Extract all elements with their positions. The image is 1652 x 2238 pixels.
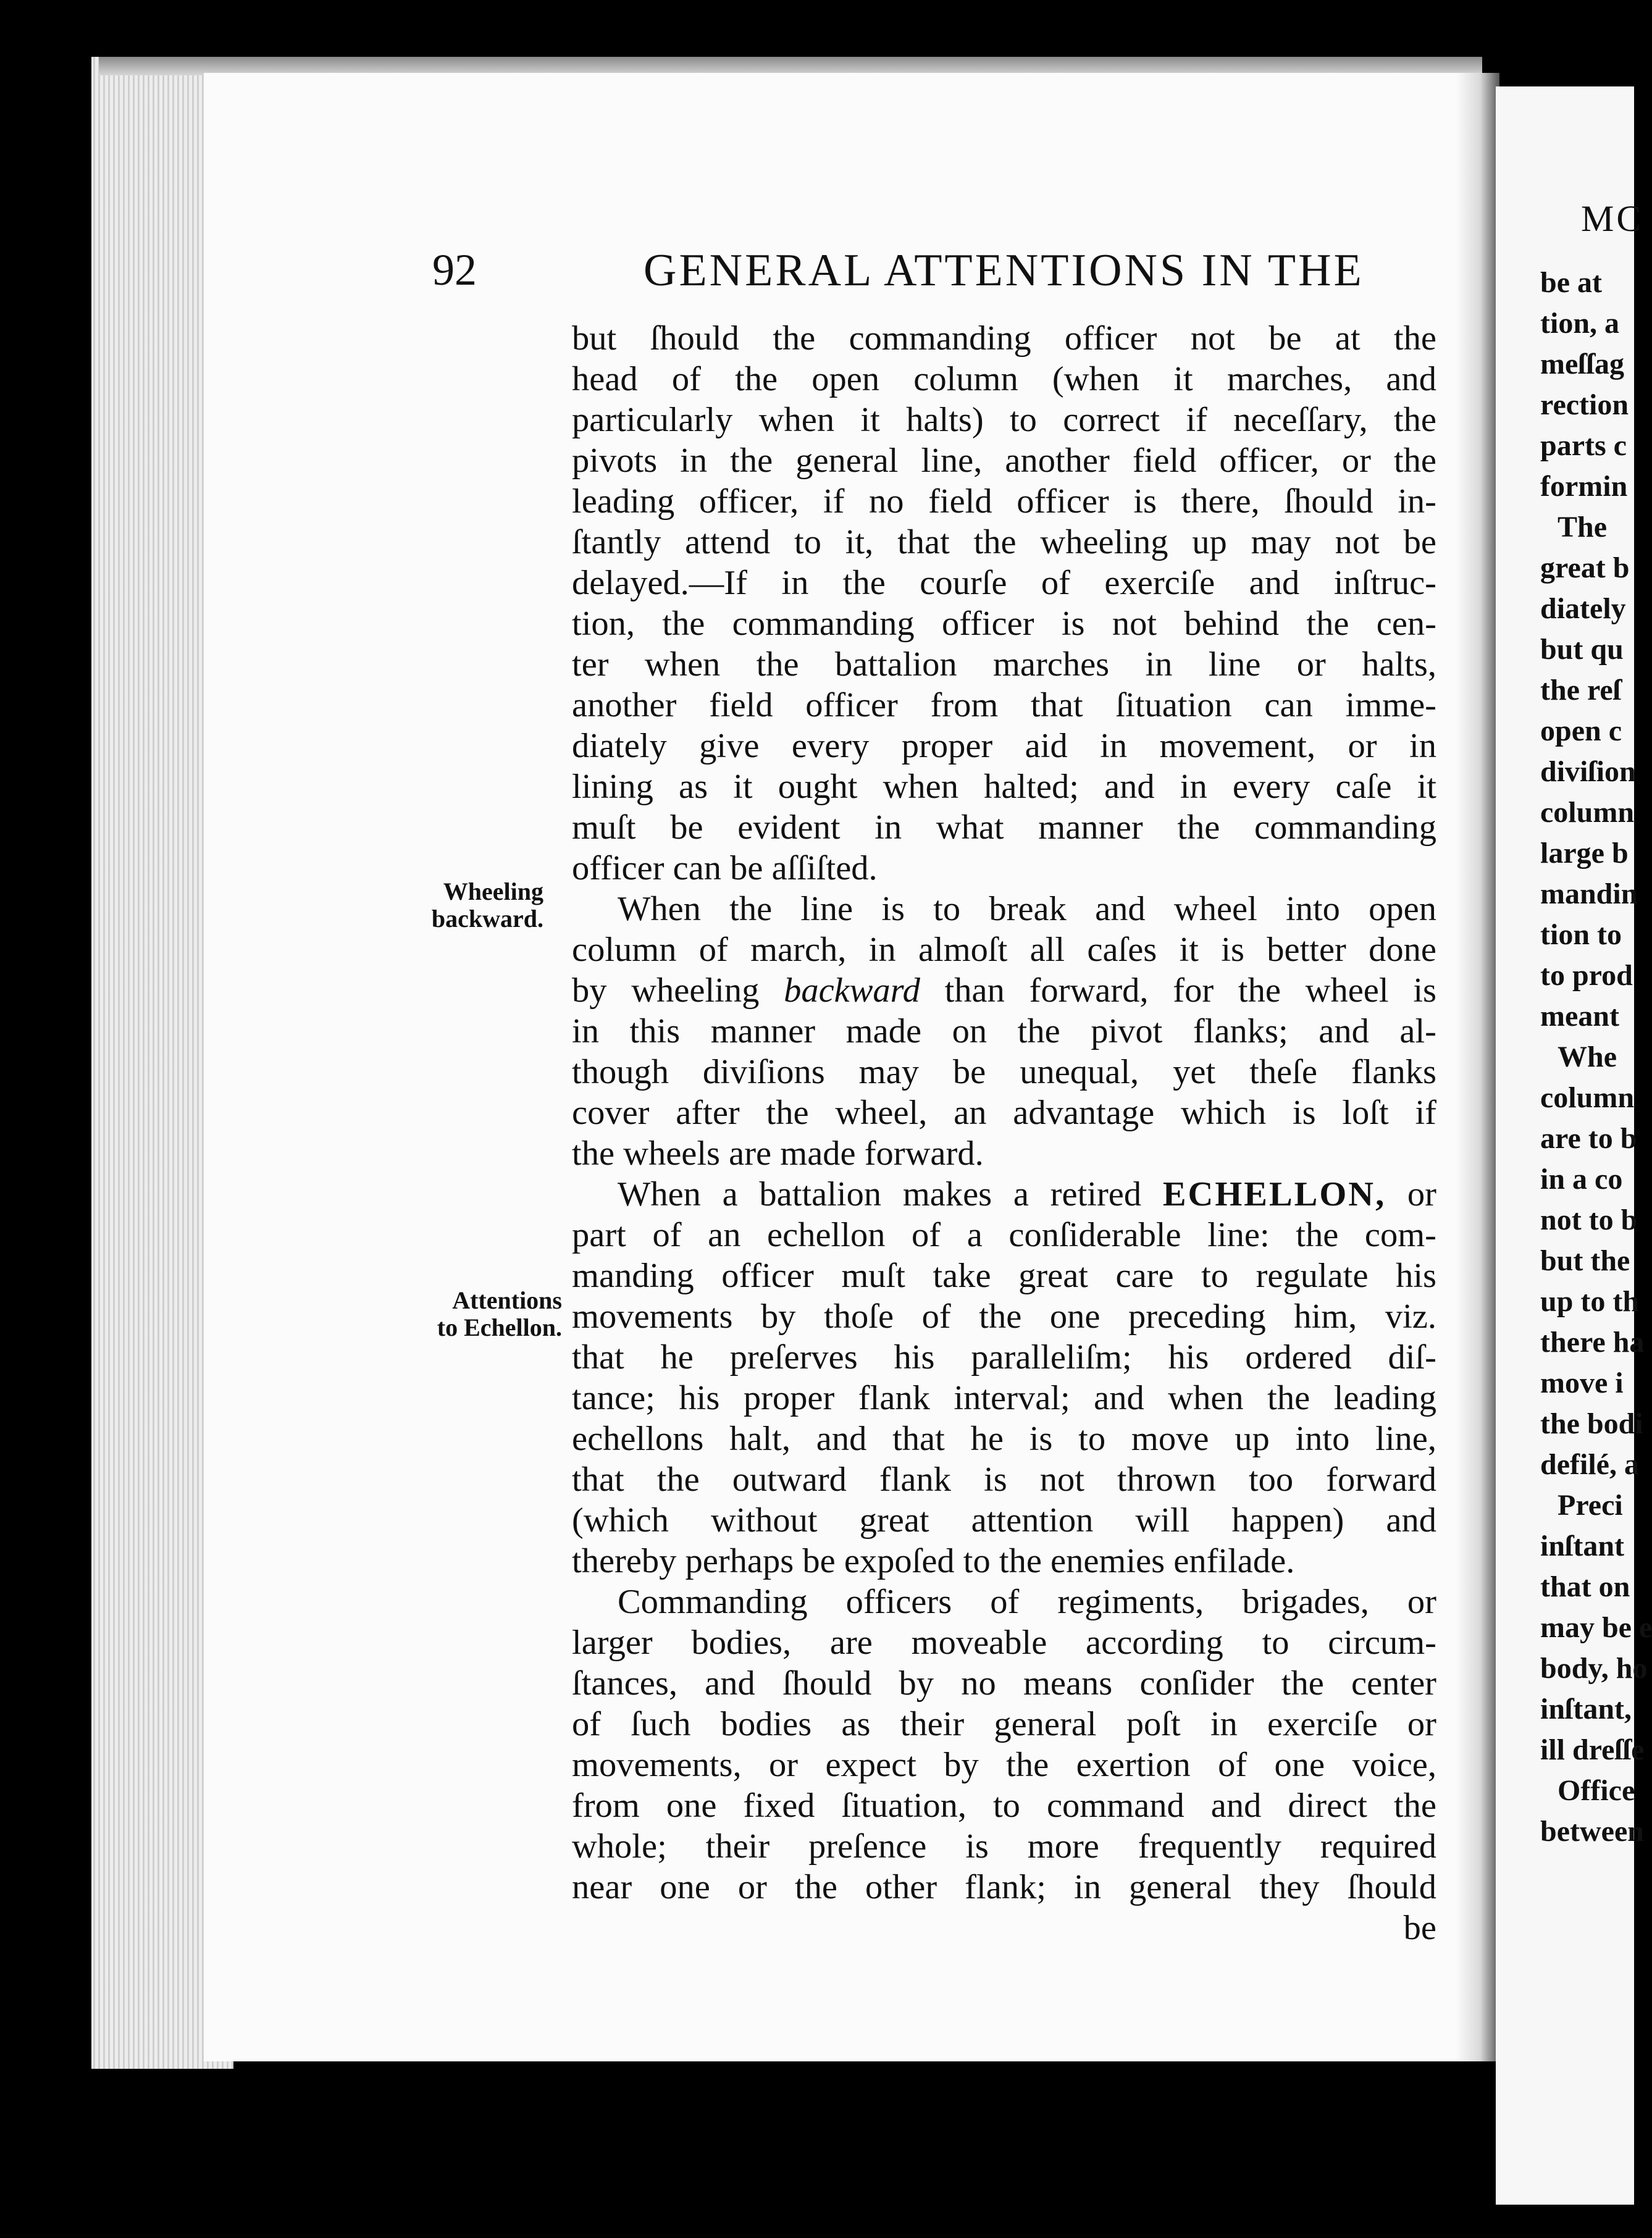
right-text-line: column xyxy=(1540,1081,1635,1114)
right-running-head: MC xyxy=(1581,198,1644,239)
text-line-with-italic xyxy=(572,971,1436,1011)
text-line: the wheels are made forward. xyxy=(572,1134,984,1173)
right-text-line: parts c xyxy=(1540,429,1627,462)
right-text-line: between xyxy=(1540,1815,1644,1848)
text-line: Commanding officers of regiments, brigades, or xyxy=(618,1583,1436,1621)
text-line: column of march, in almoſt all caſes it is better done xyxy=(572,931,1436,969)
text-line: ſtances, and ſhould by no means conſider the center xyxy=(572,1664,1436,1703)
margin-note-line: Attentions xyxy=(452,1286,562,1314)
right-text-line: are to b xyxy=(1540,1122,1637,1155)
text-line: lining as it ought when halted; and in every caſe it xyxy=(572,768,1436,806)
text-line: in this manner made on the pivot flanks; and al- xyxy=(572,1012,1436,1050)
text-line: cover after the wheel, an advantage which is loſt if xyxy=(572,1094,1436,1132)
margin-note-line: Wheeling xyxy=(443,878,543,905)
text-line: ſtantly attend to it, that the wheeling up may not be xyxy=(572,523,1436,561)
text-line: manding officer muſt take great care to regulate his xyxy=(572,1257,1436,1295)
right-text-line: Preci xyxy=(1558,1489,1623,1522)
right-text-line: may be e xyxy=(1540,1611,1652,1644)
text-line: muſt be evident in what manner the commanding xyxy=(572,808,1436,847)
text-line: from one fixed ſituation, to command and direct the xyxy=(572,1787,1436,1825)
text-line: thereby perhaps be expoſed to the enemies enfilade. xyxy=(572,1542,1295,1580)
right-text-line: Office xyxy=(1558,1774,1635,1807)
text-line: (which without great attention will happen) and xyxy=(572,1501,1436,1540)
text-line: larger bodies, are moveable according to circum- xyxy=(572,1624,1436,1662)
running-head: GENERAL ATTENTIONS IN THE xyxy=(644,245,1364,296)
margin-note-line: to Echellon. xyxy=(437,1314,562,1341)
text-line: whole; their preſence is more frequently required xyxy=(572,1827,1436,1866)
text-line-with-smallcaps xyxy=(618,1175,1436,1215)
margin-note-wheeling xyxy=(395,878,543,932)
right-text-line: The xyxy=(1558,511,1608,543)
text-span: or xyxy=(1407,1175,1436,1213)
text-line: another field officer from that ſituation can imme- xyxy=(572,686,1436,724)
smallcaps-word: ECHELLON, xyxy=(1162,1175,1386,1213)
right-text-line: but qu xyxy=(1540,633,1624,666)
text-line: head of the open column (when it marches, and xyxy=(572,360,1436,398)
right-text-line: move i xyxy=(1540,1367,1624,1399)
right-text-line: inſtant, xyxy=(1540,1693,1632,1725)
right-text-line: mandin xyxy=(1540,878,1638,910)
text-line: officer can be aſſiſted. xyxy=(572,849,878,887)
text-line: ter when the battalion marches in line or halts, xyxy=(572,645,1436,684)
text-line: that he preſerves his paralleliſm; his ordered diſ- xyxy=(572,1338,1436,1377)
text-line: diately give every proper aid in movement, or in xyxy=(572,727,1436,765)
right-text-line: large b xyxy=(1540,837,1629,870)
right-text-line: that on xyxy=(1540,1570,1630,1603)
catchword: be xyxy=(1403,1909,1436,1947)
text-line: When the line is to break and wheel into open xyxy=(618,890,1436,928)
margin-note-echellon xyxy=(395,1287,562,1341)
text-line: that the outward flank is not thrown too forward xyxy=(572,1461,1436,1499)
right-text-line: formin xyxy=(1540,470,1628,503)
right-text-line: open c xyxy=(1540,715,1622,747)
right-text-line: tion to xyxy=(1540,918,1622,951)
right-text-line: the bodi xyxy=(1540,1407,1643,1440)
right-text-line: rection xyxy=(1540,388,1629,421)
right-text-line: defilé, a xyxy=(1540,1448,1639,1481)
right-text-line: body, ho xyxy=(1540,1652,1648,1685)
right-text-line: diviſion xyxy=(1540,755,1636,788)
right-text-line: not to b xyxy=(1540,1204,1638,1236)
right-text-line: Whe xyxy=(1558,1041,1617,1073)
text-line: of ſuch bodies as their general poſt in exerciſe or xyxy=(572,1705,1436,1743)
right-text-line: meant xyxy=(1540,1000,1619,1033)
right-text-line: great b xyxy=(1540,551,1630,584)
text-span: by wheeling xyxy=(572,971,760,1010)
text-line: tion, the commanding officer is not behind the cen- xyxy=(572,605,1436,643)
right-text-line: meſſag xyxy=(1540,348,1624,380)
right-text-line: in a co xyxy=(1540,1163,1623,1196)
text-line: movements, or expect by the exertion of one voice, xyxy=(572,1746,1436,1784)
text-line: though diviſions may be unequal, yet theſe flanks xyxy=(572,1053,1436,1091)
text-line: tance; his proper flank interval; and when the leading xyxy=(572,1379,1436,1417)
text-line: near one or the other flank; in general they ſhould xyxy=(572,1868,1436,1906)
text-line: part of an echellon of a conſiderable line: the com- xyxy=(572,1216,1436,1254)
right-text-line: be at xyxy=(1540,266,1602,299)
text-line: particularly when it halts) to correct if neceſſary, the xyxy=(572,401,1436,439)
text-line: movements by thoſe of the one preceding him, viz. xyxy=(572,1297,1436,1336)
text-span: than forward, for the wheel is xyxy=(944,971,1436,1010)
right-text-line: column xyxy=(1540,796,1635,829)
gutter xyxy=(1456,73,1499,2061)
text-line: delayed.—If in the courſe of exerciſe and inſtruc- xyxy=(572,564,1436,602)
folio: 92 xyxy=(432,245,477,295)
right-text-line: tion, a xyxy=(1540,307,1620,340)
text-line: leading officer, if no field officer is there, ſhould in- xyxy=(572,482,1436,521)
margin-note-line: backward. xyxy=(431,905,543,932)
right-text-line: ill dreſſe xyxy=(1540,1733,1645,1766)
right-text-line: up to th xyxy=(1540,1285,1640,1318)
right-text-line: inſtant xyxy=(1540,1530,1625,1562)
text-line: pivots in the general line, another field officer, or the xyxy=(572,442,1436,480)
text-span: When a battalion makes a retired xyxy=(618,1175,1142,1213)
italic-word: backward xyxy=(784,971,920,1010)
right-text-line: there ha xyxy=(1540,1326,1645,1359)
text-line: but ſhould the commanding officer not be at the xyxy=(572,319,1436,358)
right-text-line: to prod xyxy=(1540,959,1633,992)
right-text-line: but the xyxy=(1540,1244,1630,1277)
right-text-line: diately xyxy=(1540,592,1626,625)
text-line: echellons halt, and that he is to move up into line, xyxy=(572,1420,1436,1458)
right-text-line: the reſ xyxy=(1540,674,1622,706)
